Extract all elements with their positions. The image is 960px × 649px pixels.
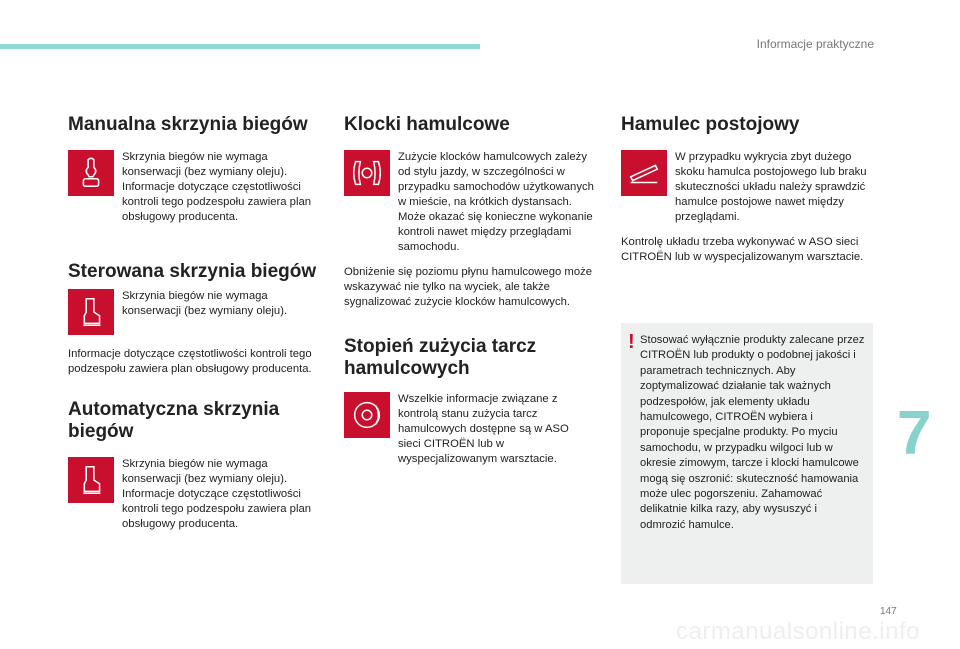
manual-gearbox-heading: Manualna skrzynia biegów [68,114,308,135]
brake-discs-text: Wszelkie informacje związane z kontrolą stanu zużycia tarcz hamulcowych dostępne są w ASO sieci CITROËN lub w wyspecjalizowanym warsztacie. [398,393,569,465]
controlled-gearbox-block [68,289,318,335]
controlled-gearbox-note: Informacje dotyczące częstotliwości kontroli tego podzespołu zawiera plan obsługowy producenta. [68,348,312,375]
brake-discs-block [344,392,594,467]
page-number: 147 [880,606,897,617]
chapter-number: 7 [897,399,932,468]
controlled-gearbox-text: Skrzynia biegów nie wymaga konserwacji (bez wymiany oleju). [122,290,288,317]
brake-pads-text: Zużycie klocków hamulcowych zależy od stylu jazdy, w szczególności w przypadku samochodów użytkowanych w mieście, na krótkich dystansach. Może okazać się konieczne wykonanie kontroli nawet między przeglądami samochodu. [398,151,594,253]
warning-box [621,323,873,584]
column-parking-brake [621,110,871,265]
brake-discs-heading: Stopień zużycia tarcz hamulcowych [344,336,537,379]
automatic-gearbox-block [68,457,318,532]
column-gearboxes [68,110,318,532]
gear-selector-icon [68,457,114,503]
brake-disc-icon [344,392,390,438]
brake-fluid-note: Obniżenie się poziomu płynu hamulcowego może wskazywać nie tylko na wyciek, ale także sygnalizować zużycie klocków hamulcowych. [344,266,593,308]
watermark: carmanualsonline.info [676,618,920,645]
gear-selector-icon [68,289,114,335]
manual-gearbox-block [68,150,318,225]
manual-gearbox-text: Skrzynia biegów nie wymaga konserwacji (bez wymiany oleju). Informacje dotyczące częstotliwości kontroli tego podzespołu zawiera plan obsługowy producenta. [122,151,312,223]
brake-pads-icon [344,150,390,196]
parking-brake-block [621,150,871,225]
brake-pads-heading: Klocki hamulcowe [344,114,510,135]
parking-brake-text: W przypadku wykrycia zbyt dużego skoku hamulca postojowego lub braku skuteczności układu należy sprawdzić hamulce postojowe nawet między przeglądami. [675,151,867,223]
header-accent-bar [0,44,480,49]
warning-text: Stosować wyłącznie produkty zalecane przez CITROËN lub produkty o podobnej jakości i parametrach technicznych. Aby zoptymalizować działanie tak ważnych podzespołów, jak elementy układu hamulcowego, CITROËN wybiera i proponuje specjalne produkty. Po myciu samochodu, w przypadku wilgoci lub w okresie zimowym, tarcze i klocki hamulcowe mogą się oszronić: skuteczność hamowania może ulec pogorszeniu. Zahamować delikatnie kilka razy, aby wysuszyć i odmrozić hamulce. [640,334,865,531]
parking-brake-note: Kontrolę układu trzeba wykonywać w ASO sieci CITROËN lub w wyspecjalizowanym warsztacie. [621,236,864,263]
controlled-gearbox-heading: Sterowana skrzynia biegów [68,261,317,282]
column-brakes [344,110,594,467]
section-title: Informacje praktyczne [756,37,874,51]
automatic-gearbox-text: Skrzynia biegów nie wymaga konserwacji (bez wymiany oleju). Informacje dotyczące częstotliwości kontroli tego podzespołu zawiera plan obsługowy producenta. [122,458,312,530]
gear-shift-icon [68,150,114,196]
automatic-gearbox-heading: Automatyczna skrzynia biegów [68,399,280,442]
warning-icon: ! [628,331,635,353]
parking-brake-icon [621,150,667,196]
brake-pads-block [344,150,594,255]
parking-brake-heading: Hamulec postojowy [621,114,800,135]
